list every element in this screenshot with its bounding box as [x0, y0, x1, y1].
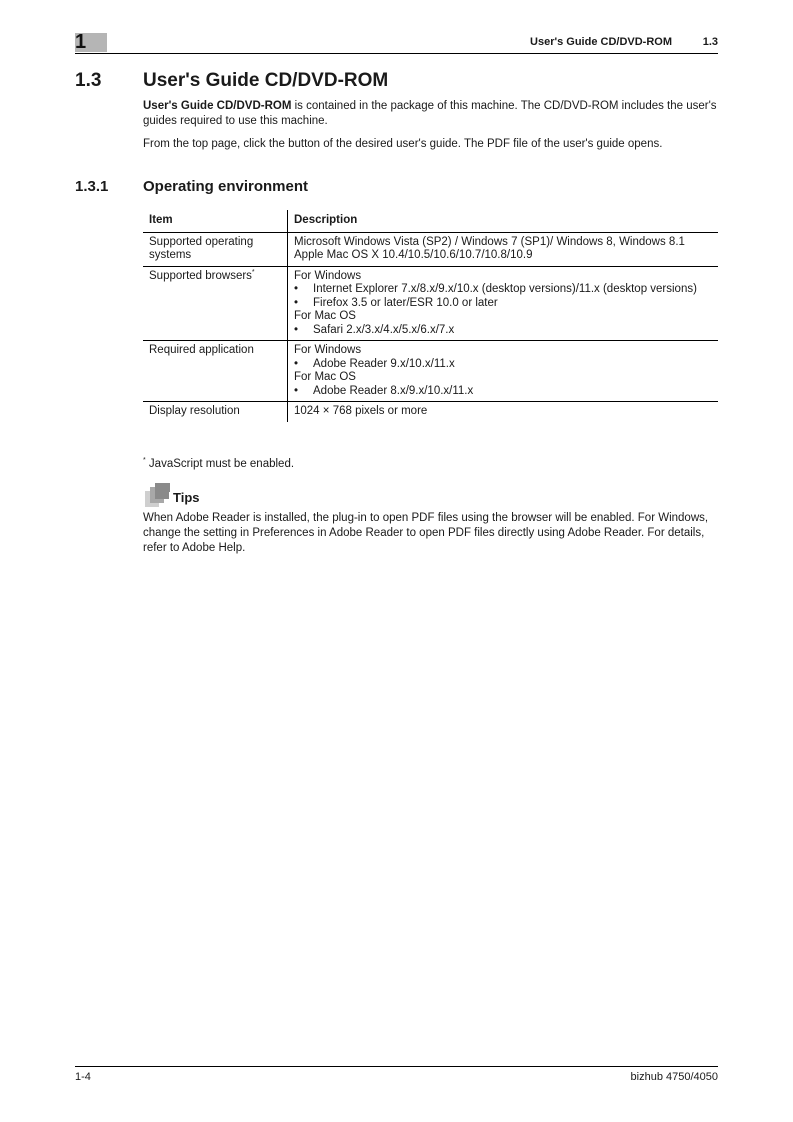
running-header-section: 1.3 — [702, 36, 718, 48]
row-desc-os — [288, 232, 719, 266]
bullet: • — [294, 283, 299, 295]
product-model: bizhub 4750/4050 — [630, 1071, 718, 1083]
footnote-mark: * — [251, 268, 255, 276]
list-item — [294, 297, 712, 311]
subsection-title: Operating environment — [143, 178, 309, 195]
column-header-item: Item — [143, 210, 288, 232]
column-header-description: Description — [294, 214, 358, 226]
intro-bold-term: User's Guide CD/DVD-ROM — [143, 100, 292, 112]
header-divider — [75, 53, 718, 54]
browser-firefox: Firefox 3.5 or later/ESR 10.0 or later — [313, 296, 498, 309]
browser-safari: Safari 2.x/3.x/4.x/5.x/6.x/7.x — [313, 323, 455, 336]
subsection-number: 1.3.1 — [75, 178, 109, 195]
bullet: • — [294, 357, 299, 370]
footnote-text: JavaScript must be enabled. — [145, 458, 295, 470]
browsers-mac-label: For Mac OS — [294, 310, 356, 322]
running-header-title: User's Guide CD/DVD-ROM — [530, 36, 672, 48]
tips-text: When Adobe Reader is installed, the plug-in to open PDF files using the browser will be enabled. For Windows, change the setting in Preferences in Adobe Reader to open PDF files directly using Adobe Reader. For details, refer to Adobe Help. — [143, 512, 709, 554]
bullet: • — [294, 323, 299, 336]
row-item-browsers — [143, 266, 288, 341]
table-row-browsers — [143, 266, 718, 341]
list-item — [294, 358, 712, 372]
operating-environment-table — [143, 210, 718, 422]
instruction-paragraph: From the top page, click the button of the desired user's guide. The PDF file of the user's guide opens. — [143, 138, 663, 150]
table-row-display — [143, 402, 718, 422]
list-item — [294, 283, 712, 297]
row-desc-display: 1024 × 768 pixels or more — [294, 405, 428, 417]
application-windows-label: For Windows — [294, 344, 362, 356]
application-mac-label: For Mac OS — [294, 371, 356, 383]
tips-heading: Tips — [173, 490, 200, 505]
os-mac: Apple Mac OS X 10.4/10.5/10.6/10.7/10.8/10.9 — [294, 249, 533, 261]
table-header-row — [143, 210, 718, 232]
row-item-os: Supported operating systems — [143, 232, 288, 266]
page-number: 1-4 — [75, 1071, 91, 1083]
bullet: • — [294, 384, 299, 397]
footnote — [143, 458, 294, 470]
os-windows: Microsoft Windows Vista (SP2) / Windows 7 (SP1)/ Windows 8, Windows 8.1 — [294, 235, 685, 248]
chapter-number: 1 — [75, 31, 87, 53]
table-row-os — [143, 232, 718, 266]
bullet: • — [294, 296, 299, 309]
list-item — [294, 385, 712, 399]
reader-mac: Adobe Reader 8.x/9.x/10.x/11.x — [313, 384, 474, 397]
section-title: User's Guide CD/DVD-ROM — [143, 70, 389, 91]
browsers-windows-label: For Windows — [294, 269, 362, 282]
table-row-application — [143, 341, 718, 402]
intro-paragraph — [143, 99, 718, 129]
section-number: 1.3 — [75, 70, 102, 91]
row-desc-browsers — [288, 266, 719, 341]
browsers-label: Supported browsers — [149, 269, 252, 282]
row-item-display: Display resolution — [143, 402, 288, 422]
footnote-mark: * — [143, 457, 146, 465]
tips-pages-icon — [145, 483, 173, 507]
browser-ie: Internet Explorer 7.x/8.x/9.x/10.x (desktop versions)/11.x (desktop versions) — [313, 283, 697, 295]
reader-windows: Adobe Reader 9.x/10.x/11.x — [313, 357, 455, 370]
list-item — [294, 324, 712, 338]
row-item-application: Required application — [143, 341, 288, 402]
row-desc-application — [288, 341, 719, 402]
footer-divider — [75, 1066, 718, 1067]
intro-text: is contained in the package of this machine. The CD/DVD-ROM includes the user's guides required to use this machine. — [143, 100, 717, 127]
